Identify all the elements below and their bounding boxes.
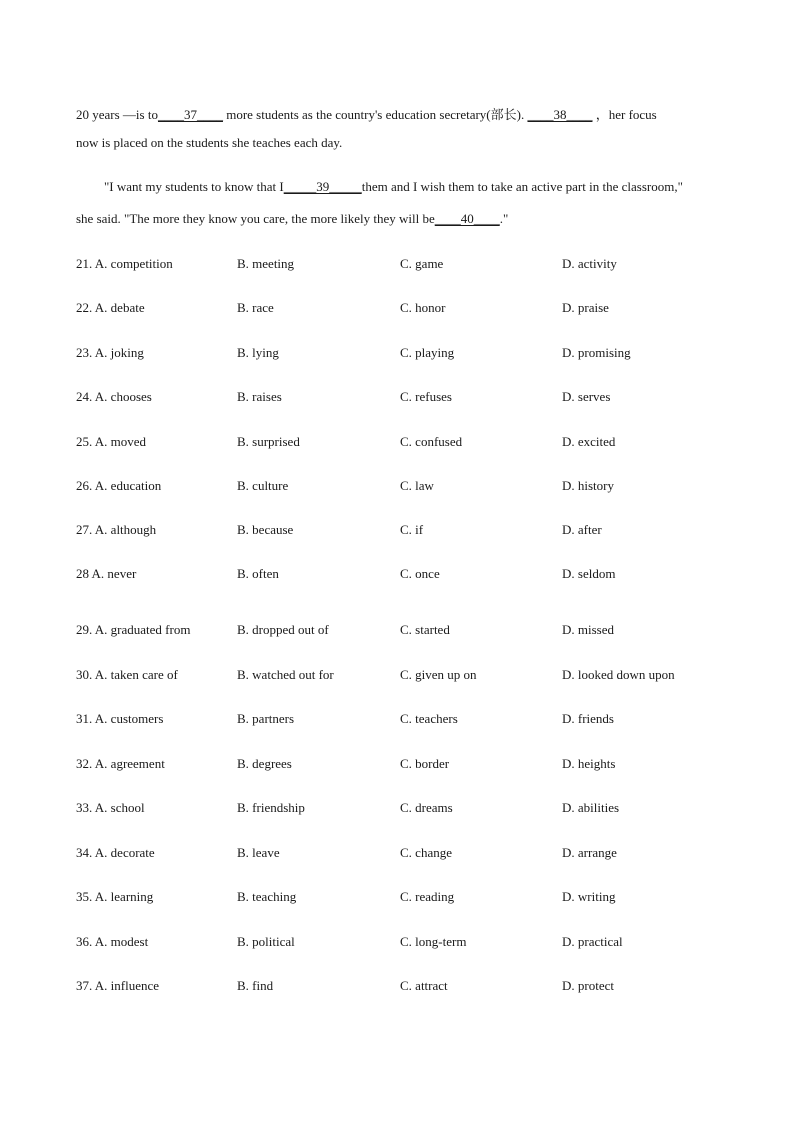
option-a: 21. A. competition <box>76 256 173 271</box>
option-a: 32. A. agreement <box>76 756 165 771</box>
passage-text: ，her focus <box>592 107 657 122</box>
option-c: C. attract <box>400 978 448 993</box>
option-c: C. long-term <box>400 934 467 949</box>
option-a: 26. A. education <box>76 478 162 493</box>
option-b: B. culture <box>237 478 289 493</box>
passage-text: ." <box>499 211 509 226</box>
passage-line-3 <box>104 179 683 195</box>
option-d: D. protect <box>562 978 614 993</box>
option-d: D. writing <box>562 889 616 904</box>
option-a: 29. A. graduated from <box>76 622 191 637</box>
option-d: D. seldom <box>562 566 616 581</box>
blank-38: ____38____ <box>527 107 593 122</box>
option-d: D. missed <box>562 622 614 637</box>
option-d: D. friends <box>562 711 614 726</box>
option-a: 30. A. taken care of <box>76 667 178 682</box>
option-a: 28 A. never <box>76 566 137 581</box>
question-row-25 <box>76 434 756 452</box>
option-d: D. heights <box>562 756 616 771</box>
option-b: B. find <box>237 978 274 993</box>
passage-text: them and I wish them to take an active part in the classroom," <box>361 179 683 194</box>
option-b: B. teaching <box>237 889 297 904</box>
question-row-33 <box>76 800 756 818</box>
option-c: C. playing <box>400 345 455 360</box>
option-b: B. dropped out of <box>237 622 329 637</box>
option-a: 33. A. school <box>76 800 145 815</box>
passage-text: 20 years —is to <box>76 107 158 122</box>
option-b: B. lying <box>237 345 279 360</box>
passage-text: more students as the country's education secretary(部长). <box>222 107 528 122</box>
option-d: D. serves <box>562 389 611 404</box>
option-a: 22. A. debate <box>76 300 145 315</box>
option-d: D. practical <box>562 934 623 949</box>
blank-39: _____39_____ <box>283 179 362 194</box>
option-b: B. leave <box>237 845 280 860</box>
option-d: D. excited <box>562 434 616 449</box>
option-c: C. reading <box>400 889 455 904</box>
option-b: B. because <box>237 522 294 537</box>
passage-line-2: now is placed on the students she teaches each day. <box>76 135 343 150</box>
option-a: 31. A. customers <box>76 711 164 726</box>
option-b: B. political <box>237 934 295 949</box>
question-row-23 <box>76 345 756 363</box>
option-c: C. change <box>400 845 452 860</box>
option-a: 27. A. although <box>76 522 157 537</box>
option-a: 34. A. decorate <box>76 845 155 860</box>
option-c: C. given up on <box>400 667 477 682</box>
passage-line-1 <box>76 104 657 123</box>
option-b: B. meeting <box>237 256 295 271</box>
question-row-34 <box>76 845 756 863</box>
option-b: B. friendship <box>237 800 305 815</box>
question-row-27 <box>76 522 756 540</box>
option-d: D. history <box>562 478 614 493</box>
option-d: D. praise <box>562 300 609 315</box>
question-row-28 <box>76 566 756 584</box>
option-d: D. abilities <box>562 800 620 815</box>
question-row-26 <box>76 478 756 496</box>
option-c: C. refuses <box>400 389 452 404</box>
option-d: D. activity <box>562 256 617 271</box>
option-b: B. degrees <box>237 756 292 771</box>
passage-line-4 <box>76 211 508 227</box>
option-b: B. race <box>237 300 274 315</box>
option-c: C. border <box>400 756 450 771</box>
question-row-21 <box>76 256 756 274</box>
option-c: C. confused <box>400 434 463 449</box>
question-row-37 <box>76 978 756 996</box>
blank-37: ____37____ <box>157 107 223 122</box>
option-a: 36. A. modest <box>76 934 149 949</box>
option-b: B. partners <box>237 711 295 726</box>
option-b: B. watched out for <box>237 667 334 682</box>
option-d: D. after <box>562 522 602 537</box>
option-b: B. raises <box>237 389 282 404</box>
option-c: C. teachers <box>400 711 458 726</box>
question-row-36 <box>76 934 756 952</box>
option-c: C. once <box>400 566 440 581</box>
blank-40: ____40____ <box>434 211 500 226</box>
option-b: B. often <box>237 566 279 581</box>
option-c: C. if <box>400 522 424 537</box>
question-row-29 <box>76 622 756 640</box>
option-d: D. promising <box>562 345 631 360</box>
option-a: 24. A. chooses <box>76 389 152 404</box>
option-c: C. game <box>400 256 444 271</box>
option-c: C. law <box>400 478 434 493</box>
option-b: B. surprised <box>237 434 300 449</box>
question-row-32 <box>76 756 756 774</box>
passage-text: she said. "The more they know you care, the more likely they will be <box>76 211 435 226</box>
option-d: D. arrange <box>562 845 617 860</box>
option-c: C. started <box>400 622 450 637</box>
question-row-30 <box>76 667 756 685</box>
option-d: D. looked down upon <box>562 667 675 682</box>
passage-text: "I want my students to know that I <box>104 179 284 194</box>
question-row-35 <box>76 889 756 907</box>
question-row-31 <box>76 711 756 729</box>
question-row-22 <box>76 300 756 318</box>
option-a: 25. A. moved <box>76 434 147 449</box>
option-a: 35. A. learning <box>76 889 154 904</box>
option-a: 37. A. influence <box>76 978 160 993</box>
option-c: C. dreams <box>400 800 453 815</box>
question-row-24 <box>76 389 756 407</box>
option-c: C. honor <box>400 300 446 315</box>
option-a: 23. A. joking <box>76 345 144 360</box>
